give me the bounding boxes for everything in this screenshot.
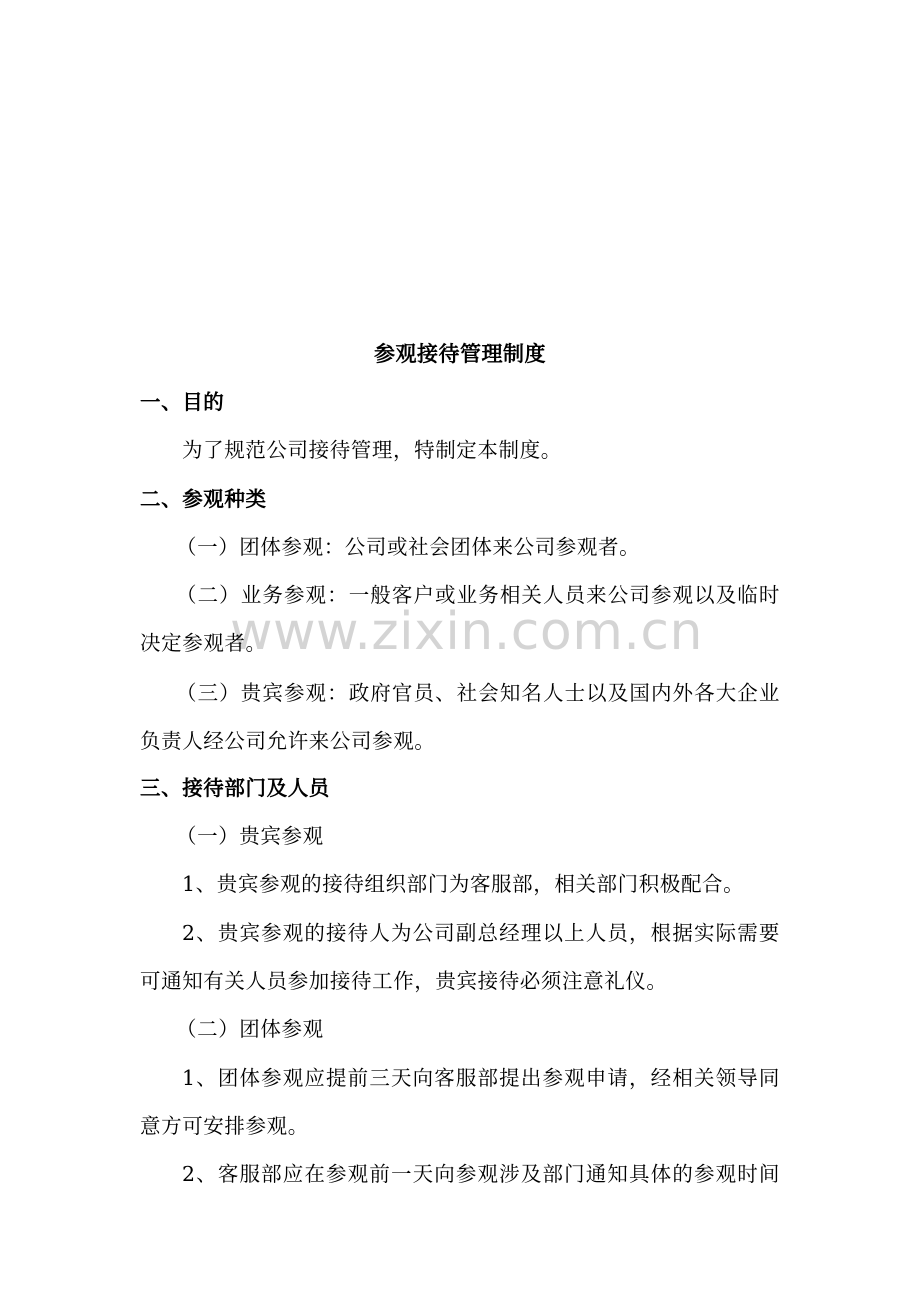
paragraph-group-visit-1-line2: 意方可安排参观。 (140, 1114, 309, 1138)
section-heading-reception-dept: 三、接待部门及人员 (140, 776, 330, 800)
list-item-vip-visit-line1: （三）贵宾参观：政府官员、社会知名人士以及国内外各大企业 (176, 681, 780, 705)
paragraph-group-visit-1-line1: 1、团体参观应提前三天向客服部提出参观申请，经相关领导同 (182, 1066, 780, 1090)
list-item-business-visit-line2: 决定参观者。 (140, 631, 267, 655)
paragraph-vip-visit-2-line2: 可通知有关人员参加接待工作，贵宾接待必须注意礼仪。 (140, 969, 668, 993)
section-heading-purpose: 一、目的 (140, 390, 225, 414)
document-title: 参观接待管理制度 (374, 342, 546, 366)
paragraph-vip-visit-2-line1: 2、贵宾参观的接待人为公司副总经理以上人员，根据实际需要 (182, 921, 780, 945)
list-item-business-visit-line1: （二）业务参观：一般客户或业务相关人员来公司参观以及临时 (176, 583, 780, 607)
subheading-group-visit: （二）团体参观 (176, 1017, 324, 1041)
list-item-vip-visit-line2: 负责人经公司允许来公司参观。 (140, 729, 436, 753)
paragraph-group-visit-2-line1: 2、客服部应在参观前一天向参观涉及部门通知具体的参观时间 (182, 1162, 780, 1186)
section-heading-visit-types: 二、参观种类 (140, 487, 267, 511)
paragraph-purpose: 为了规范公司接待管理，特制定本制度。 (182, 438, 562, 462)
watermark: www.zixin.com.cn (230, 602, 703, 662)
paragraph-vip-visit-1: 1、贵宾参观的接待组织部门为客服部，相关部门积极配合。 (182, 872, 745, 896)
subheading-vip-visit: （一）贵宾参观 (176, 824, 324, 848)
list-item-group-visit: （一）团体参观：公司或社会团体来公司参观者。 (176, 535, 641, 559)
